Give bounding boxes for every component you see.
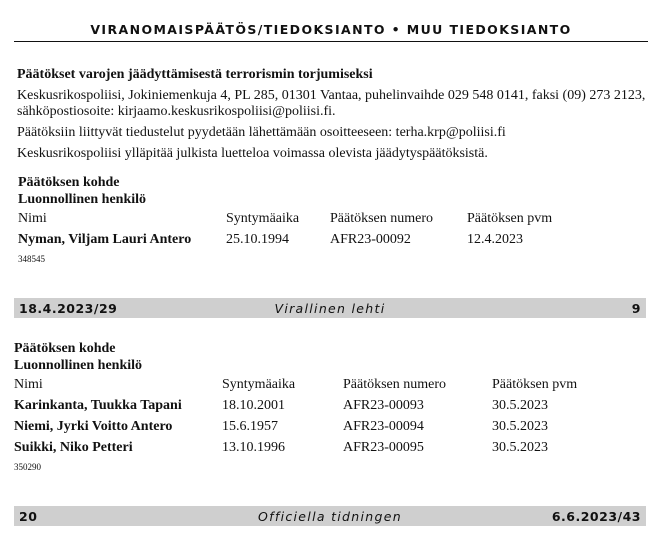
- col-birthdate-header: Syntymäaika: [222, 377, 296, 392]
- row-birthdate: 18.10.2001: [222, 398, 285, 413]
- row-birthdate: 25.10.1994: [226, 232, 289, 247]
- col-birthdate-header: Syntymäaika: [226, 211, 300, 226]
- notice-address-line1: Keskusrikospoliisi, Jokiniemenkuja 4, PL 285, 01301 Vantaa, puhelinvaihde 029 548 0141, faksi (09) 273 2123,: [17, 88, 646, 103]
- section1-code: 348545: [18, 254, 45, 264]
- footer2-publication: Officiella tidningen: [258, 508, 402, 524]
- section1-table: [18, 208, 552, 250]
- footer2-page-number: 20: [19, 508, 38, 524]
- row-decision-date: 30.5.2023: [492, 419, 548, 434]
- footer1-page-number: 9: [631, 300, 641, 316]
- col-name-header: Nimi: [14, 377, 43, 392]
- footer1-publication: Virallinen lehti: [274, 300, 386, 316]
- footer-bar-2: [14, 506, 646, 526]
- col-decision-number-header: Päätöksen numero: [343, 377, 447, 392]
- row-decision-number: AFR23-00093: [343, 398, 424, 413]
- col-decision-date-header: Päätöksen pvm: [467, 211, 553, 226]
- notice-inquiries: Päätöksiin liittyvät tiedustelut pyydetään lähettämään osoitteeseen: terha.krp@poliisi.fi: [17, 125, 506, 140]
- row-name: Nyman, Viljam Lauri Antero: [18, 232, 192, 247]
- footer1-issue: 18.4.2023/29: [19, 300, 118, 316]
- section1: [18, 174, 552, 264]
- notice-register: Keskusrikospoliisi ylläpitää julkista luetteloa voimassa olevista jäädytyspäätöksistä.: [17, 146, 488, 161]
- row-name: Niemi, Jyrki Voitto Antero: [14, 419, 173, 434]
- page-header: [14, 22, 648, 42]
- col-decision-date-header: Päätöksen pvm: [492, 377, 578, 392]
- row-name: Karinkanta, Tuukka Tapani: [14, 398, 182, 413]
- table-header-row: [14, 374, 577, 395]
- section1-subject-label: Päätöksen kohde: [18, 175, 120, 190]
- row-decision-number: AFR23-00094: [343, 419, 424, 434]
- col-decision-number-header: Päätöksen numero: [330, 211, 434, 226]
- table-header-row: [18, 208, 552, 229]
- notice-block: [17, 66, 645, 167]
- row-decision-number: AFR23-00095: [343, 440, 424, 455]
- row-decision-number: AFR23-00092: [330, 232, 411, 247]
- section1-person-type: Luonnollinen henkilö: [18, 192, 147, 207]
- notice-address-line2: sähköpostiosoite: kirjaamo.keskusrikospoliisi@poliisi.fi.: [17, 104, 336, 119]
- row-birthdate: 15.6.1957: [222, 419, 278, 434]
- footer-bar-1: [14, 298, 646, 318]
- row-decision-date: 12.4.2023: [467, 232, 523, 247]
- table-row: [18, 229, 552, 250]
- section2: [14, 340, 577, 472]
- header-title: VIRANOMAISPÄÄTÖS/TIEDOKSIANTO • MUU TIEDOKSIANTO: [90, 22, 572, 37]
- notice-title: Päätökset varojen jäädyttämisestä terrorismin torjumiseksi: [17, 67, 373, 82]
- row-name: Suikki, Niko Petteri: [14, 440, 133, 455]
- section2-person-type: Luonnollinen henkilö: [14, 358, 143, 373]
- col-name-header: Nimi: [18, 211, 47, 226]
- row-birthdate: 13.10.1996: [222, 440, 285, 455]
- footer2-issue: 6.6.2023/43: [551, 508, 641, 524]
- section2-table: [14, 374, 577, 458]
- table-row: [14, 437, 577, 458]
- table-row: [14, 416, 577, 437]
- row-decision-date: 30.5.2023: [492, 398, 548, 413]
- table-row: [14, 395, 577, 416]
- row-decision-date: 30.5.2023: [492, 440, 548, 455]
- section2-subject-label: Päätöksen kohde: [14, 341, 116, 356]
- section2-code: 350290: [14, 462, 41, 472]
